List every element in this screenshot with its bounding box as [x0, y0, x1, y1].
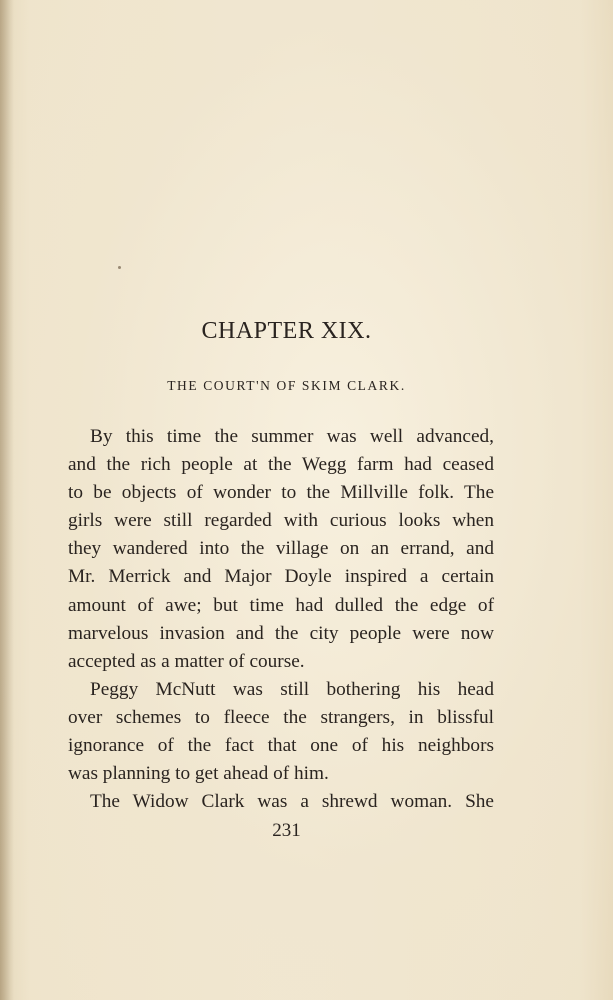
text-line: to be objects of wonder to the Millville folk. The [68, 482, 494, 504]
text-line: girls were still regarded with curious looks when [68, 510, 494, 532]
text-line: amount of awe; but time had dulled the edge of [68, 594, 494, 616]
page-number: 231 [272, 820, 301, 841]
text-line: and the rich people at the Wegg farm had ceased [68, 454, 494, 476]
paragraph [68, 423, 494, 676]
paragraph [68, 788, 494, 816]
chapter-heading: CHAPTER XIX. [201, 318, 372, 344]
text-line: marvelous invasion and the city people were now [68, 622, 494, 644]
paragraph [68, 676, 494, 788]
text-line: over schemes to fleece the strangers, in blissful [68, 706, 494, 728]
gutter-shadow [0, 0, 14, 1000]
paper-speck [118, 266, 121, 269]
text-line: By this time the summer was well advanced, [90, 426, 494, 447]
chapter-subtitle: THE COURT'N OF SKIM CLARK. [167, 378, 406, 393]
text-line: they wandered into the village on an errand, and [68, 538, 494, 560]
text-line: ignorance of the fact that one of his neighbors [68, 735, 494, 757]
text-line: was planning to get ahead of him. [68, 763, 329, 785]
text-line: Mr. Merrick and Major Doyle inspired a certain [68, 566, 494, 588]
text-line: The Widow Clark was a shrewd woman. She [90, 791, 494, 813]
text-line: Peggy McNutt was still bothering his head [90, 678, 494, 700]
body-text [68, 423, 494, 816]
text-line: accepted as a matter of course. [68, 650, 305, 672]
